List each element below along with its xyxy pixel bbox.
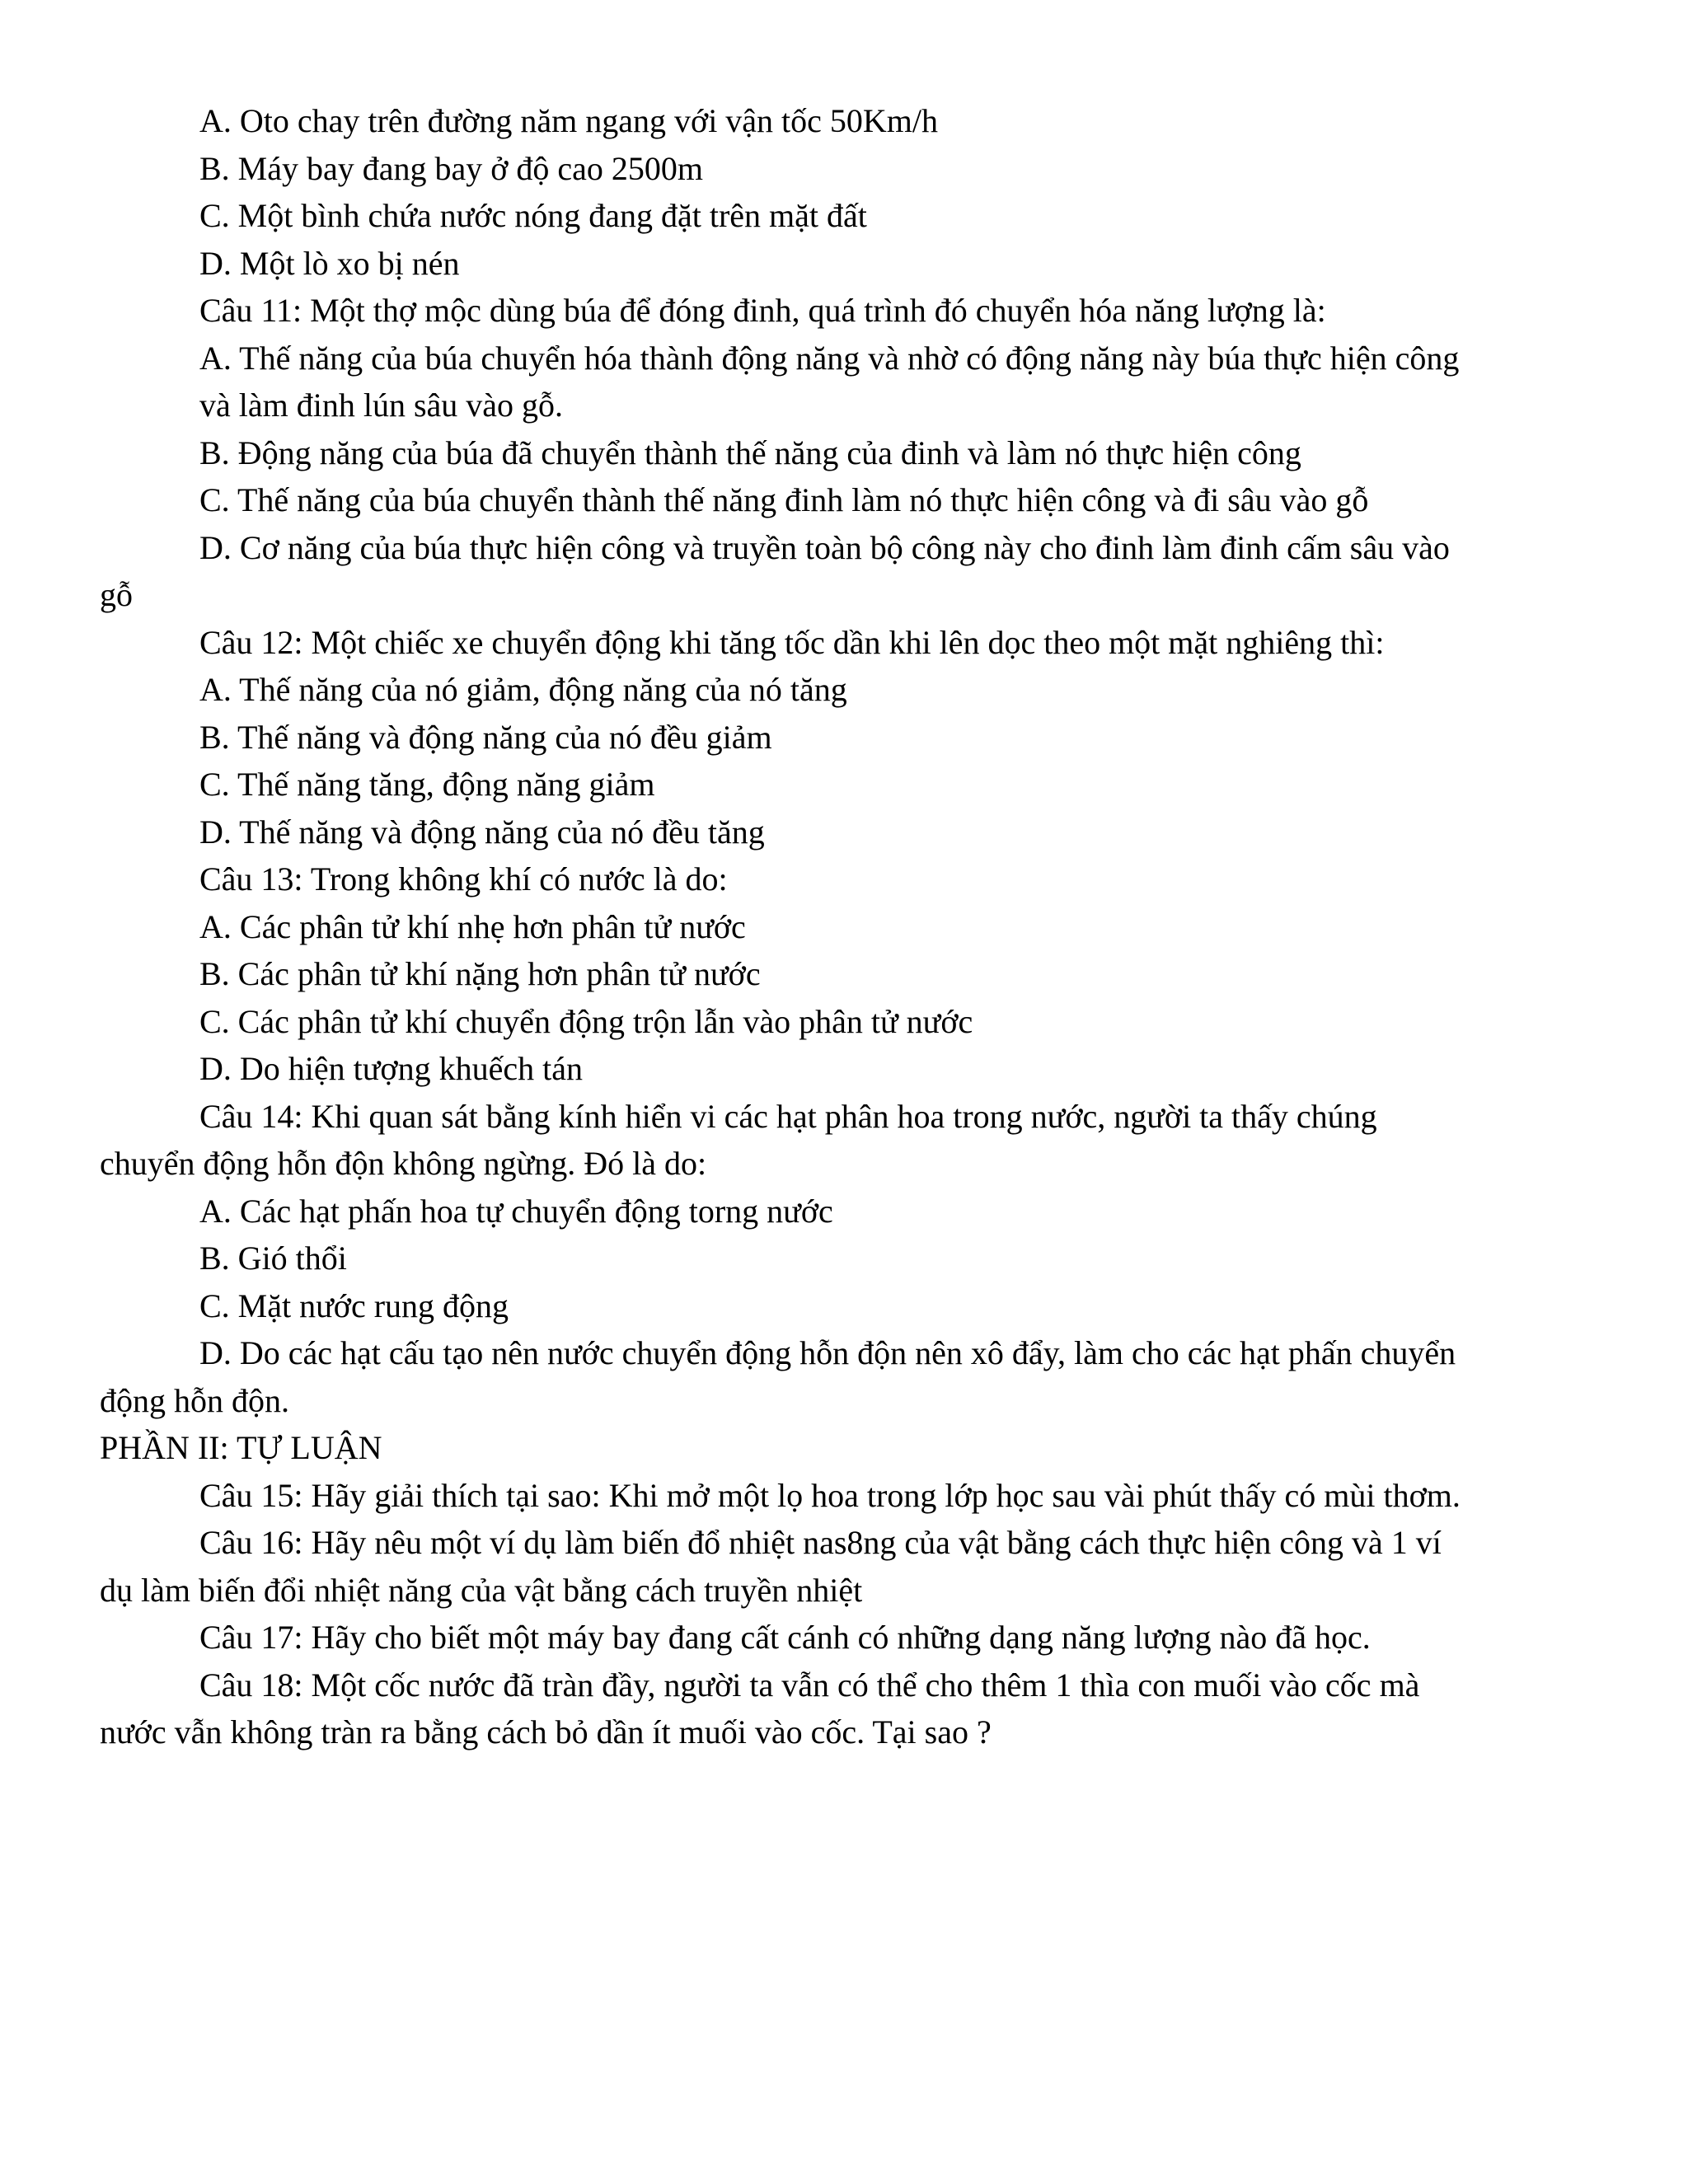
option-line-continued: gỗ [100, 576, 133, 613]
option-line: A. Thế năng của nó giảm, động năng của nó tăng [199, 671, 847, 708]
option-line: B. Máy bay đang bay ở độ cao 2500m [199, 149, 704, 187]
option-line: B. Các phân tử khí nặng hơn phân tử nước [199, 955, 761, 992]
option-line: C. Một bình chứa nước nóng đang đặt trên mặt đất [199, 197, 867, 234]
option-line: D. Do hiện tượng khuếch tán [199, 1050, 583, 1087]
document-body [100, 97, 1575, 1756]
question-line-continued: dụ làm biến đổi nhiệt năng của vật bằng cách truyền nhiệt [100, 1571, 863, 1609]
question-line: Câu 16: Hãy nêu một ví dụ làm biến đổ nhiệt nas8ng của vật bằng cách thực hiện công và 1 ví [199, 1524, 1442, 1561]
question-line-continued: nước vẫn không tràn ra bằng cách bỏ dần ít muối vào cốc. Tại sao ? [100, 1713, 992, 1750]
option-line: C. Mặt nước rung động [199, 1286, 509, 1324]
option-line: D. Một lò xo bị nén [199, 244, 460, 282]
option-line: B. Động năng của búa đã chuyển thành thế năng của đinh và làm nó thực hiện công [199, 434, 1301, 471]
option-line: C. Các phân tử khí chuyển động trộn lẫn vào phân tử nước [199, 1002, 973, 1040]
option-line: C. Thế năng tăng, động năng giảm [199, 766, 655, 803]
option-line: B. Thế năng và động năng của nó đều giảm [199, 718, 772, 756]
option-line: C. Thế năng của búa chuyển thành thế năng đinh làm nó thực hiện công và đi sâu vào gỗ [199, 481, 1369, 518]
option-line: A. Oto chay trên đường năm ngang với vận tốc 50Km/h [199, 102, 939, 139]
question-line: Câu 15: Hãy giải thích tại sao: Khi mở một lọ hoa trong lớp học sau vài phút thấy có mùi thơm. [199, 1476, 1461, 1514]
option-line: D. Cơ năng của búa thực hiện công và truyền toàn bộ công này cho đinh làm đinh cấm sâu vào [199, 528, 1450, 566]
option-line-continued: động hỗn độn. [100, 1381, 289, 1419]
option-line: D. Do các hạt cấu tạo nên nước chuyển động hỗn độn nên xô đẩy, làm cho các hạt phấn chuyển [199, 1334, 1456, 1371]
option-line: A. Các phân tử khí nhẹ hơn phân tử nước [199, 907, 746, 945]
section-heading: PHẦN II: TỰ LUẬN [100, 1429, 382, 1466]
question-line: Câu 13: Trong không khí có nước là do: [199, 860, 728, 898]
option-line: D. Thế năng và động năng của nó đều tăng [199, 813, 765, 851]
question-line: Câu 18: Một cốc nước đã tràn đầy, người ta vẫn có thể cho thêm 1 thìa con muối vào cốc mà [199, 1666, 1420, 1704]
option-line: A. Thế năng của búa chuyển hóa thành động năng và nhờ có động năng này búa thực hiện công [199, 339, 1460, 377]
option-line: B. Gió thổi [199, 1240, 347, 1277]
option-line: A. Các hạt phấn hoa tự chuyển động torng nước [199, 1192, 833, 1230]
question-line: Câu 17: Hãy cho biết một máy bay đang cất cánh có những dạng năng lượng nào đã học. [199, 1619, 1371, 1656]
question-line-continued: chuyển động hỗn độn không ngừng. Đó là do: [100, 1145, 707, 1182]
option-line-continued: và làm đinh lún sâu vào gỗ. [199, 387, 564, 424]
question-line: Câu 14: Khi quan sát bằng kính hiển vi các hạt phân hoa trong nước, người ta thấy chúng [199, 1097, 1377, 1135]
question-line: Câu 12: Một chiếc xe chuyển động khi tăng tốc dần khi lên dọc theo một mặt nghiêng thì: [199, 623, 1385, 661]
question-line: Câu 11: Một thợ mộc dùng búa để đóng đinh, quá trình đó chuyển hóa năng lượng là: [199, 292, 1326, 329]
